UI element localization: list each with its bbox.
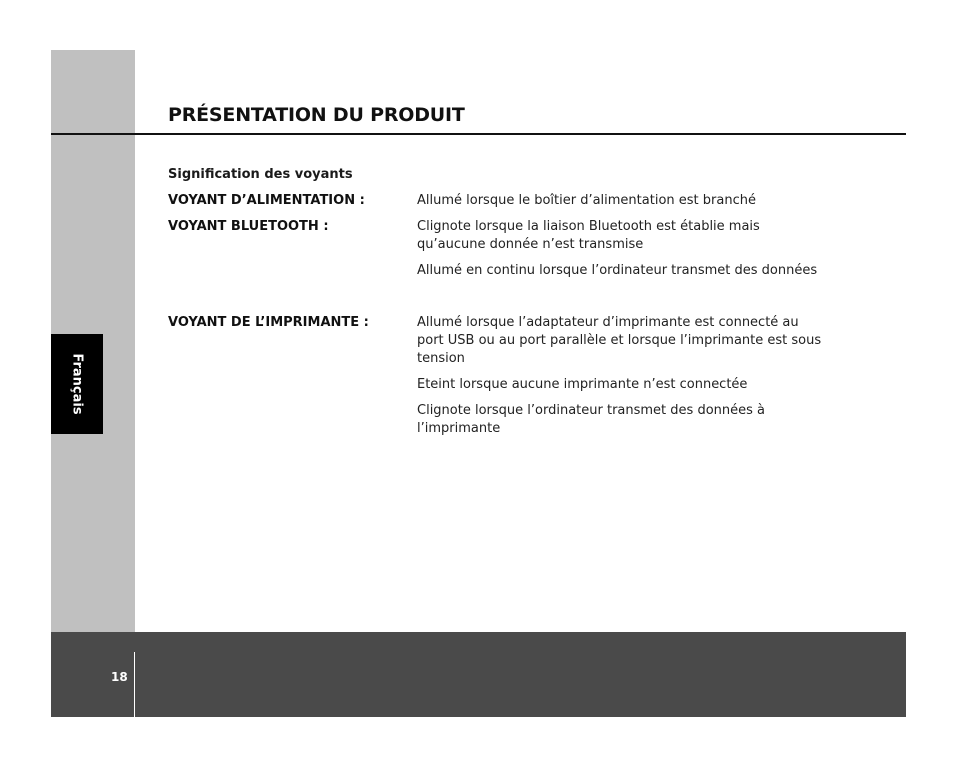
printer-led-label: VOYANT DE L’IMPRIMANTE : [168, 315, 369, 330]
power-led-label: VOYANT D’ALIMENTATION : [168, 193, 365, 208]
page-number: 18 [111, 670, 128, 684]
language-tab-label: Français [69, 353, 85, 415]
power-led-descriptions [417, 192, 888, 210]
footer-band [51, 632, 906, 717]
bluetooth-led-label: VOYANT BLUETOOTH : [168, 219, 329, 234]
page-title: PRÉSENTATION DU PRODUIT [168, 104, 465, 126]
bluetooth-led-descriptions [417, 218, 888, 280]
bluetooth-led-row [168, 218, 888, 280]
language-tab [51, 334, 103, 434]
bluetooth-led-desc-1: Clignote lorsque la liaison Bluetooth est établie mais qu’aucune donnée n’est transmise [417, 219, 760, 252]
printer-led-row [168, 314, 888, 438]
footer-divider [134, 652, 135, 717]
printer-led-desc-3: Clignote lorsque l’ordinateur transmet des données à l’imprimante [417, 403, 765, 436]
section-heading: Signification des voyants [168, 167, 353, 182]
printer-led-descriptions [417, 314, 888, 438]
printer-led-desc-1: Allumé lorsque l’adaptateur d’imprimante est connecté au port USB ou au port parallèle et lorsque l’imprimante est sous tension [417, 315, 822, 366]
power-led-row [168, 192, 888, 210]
led-meaning-section [168, 166, 888, 438]
printer-led-desc-2: Eteint lorsque aucune imprimante n’est connectée [417, 377, 748, 392]
title-rule [51, 133, 906, 135]
bluetooth-led-desc-2: Allumé en continu lorsque l’ordinateur transmet des données [417, 263, 818, 278]
power-led-desc-1: Allumé lorsque le boîtier d’alimentation est branché [417, 193, 756, 208]
